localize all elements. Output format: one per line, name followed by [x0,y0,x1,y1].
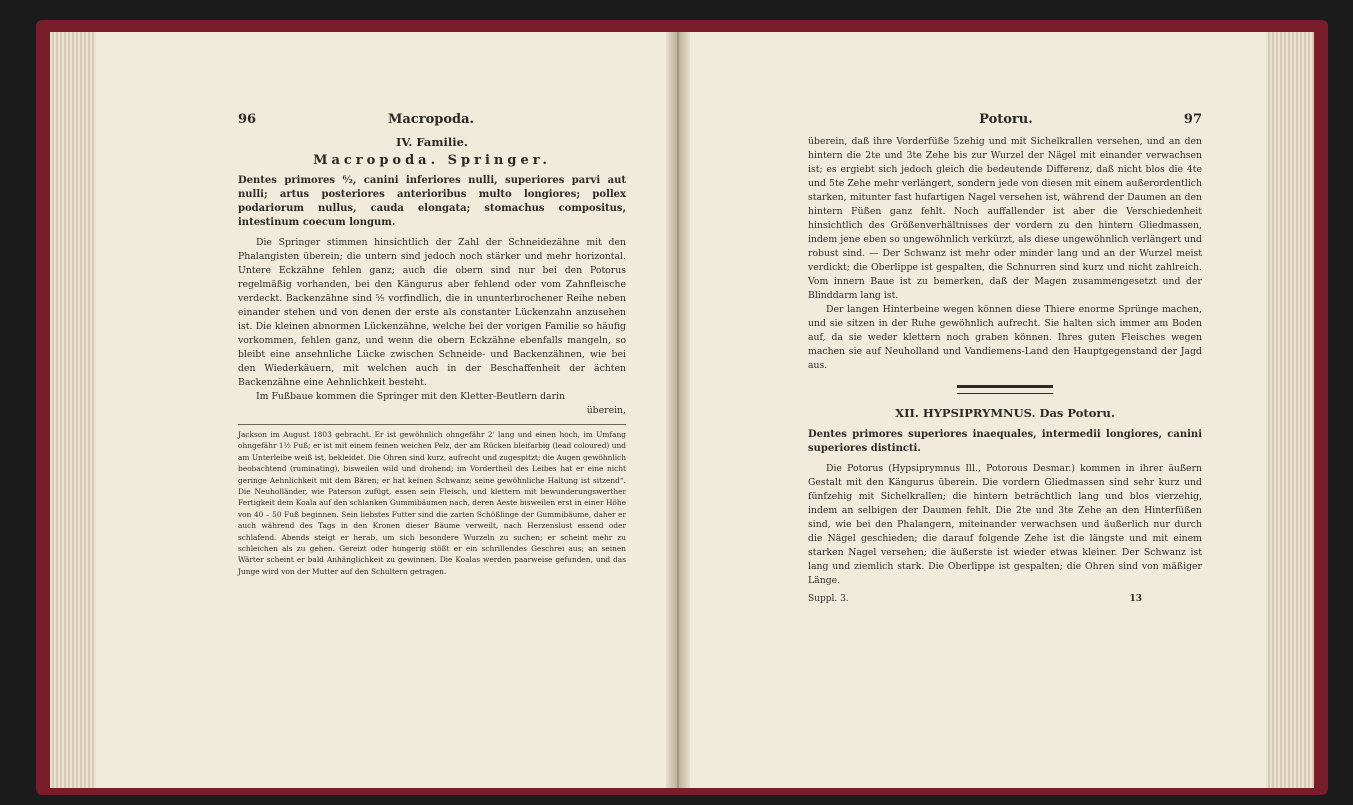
taxon-heading: Macropoda. Springer. [313,153,551,168]
right-paragraph-3: Die Potorus (Hypsiprymnus Ill., Potorous Desmar.) kommen in ihrer äußern Gestalt mit den Kängurus überein. Die vordern Gliedmassen sind sehr kurz und fünfzehig mit Sichelkrallen; die hintern beträchtlich lang und blos vierzehig, indem an selbigen der Daumen fehlt. Die 2te und 3te Zehe an den Hinterfüßen sind, wie bei den Phalangern, miteinander verwachsen und äußerlich nur durch die Nägel geschieden; die darauf folgende Zehe ist die längste und mit einem starken Nagel versehen; die äußerste ist wieder etwas kleiner. Der Schwanz ist lang und ziemlich stark. Die Oberlippe ist gespalten; die Ohren sind von mäßiger Länge. [808,463,1202,586]
supplement-mark: Suppl. 3. [808,594,849,604]
signature-mark: 13 [1129,594,1142,604]
left-footnote: Jackson im August 1803 gebracht. Er ist gewöhnlich ohngefähr 2' lang und einen hoch, im Umfang ohngefähr 1½ Fuß; er ist mit einem feinen weichen Pelz, der am Rücken bleifarbig (lead coloured) und am Unterleibe weiß ist, bekleidet. Die Ohren sind kurz, aufrecht und zugespitzt; die Augen gewöhnlich beobachtend (ruminating), bisweilen wild und drohend; im Vordertheil des Leibes hat er eine nicht geringe Aehnlichkeit mit dem Bären; er hat keinen Schwanz; seine gewöhnliche Haltung ist sitzend“. Die Neuholländer, wie Paterson zufügt, essen sein Fleisch, und klettern mit bewunderungswerther Fertigkeit dem Koala auf den schlanken Gummibäumen nach, deren Aeste bisweilen erst in einer Höhe von 40 – 50 Fuß beginnen. Sein liebstes Futter sind die zarten Schößlinge der Gummibäume, daher er auch während des Tags in den Kronen dieser Bäume verweilt, nach Herzenslust essend oder schlafend. Abends steigt er herab, um sich besondere Wurzeln zu suchen; er scheint mehr zu schleichen als zu gehen. Gereizt oder hungerig stößt er ein schrillendes Geschrei aus; an seinen Wärter scheint er bald Anhänglichkeit zu gewinnen. Die Koalas werden paarweise gefunden, und das Junge wird von der Mutter auf den Schultern getragen. [238,424,626,577]
right-page-edges [1266,32,1314,788]
right-running-head [808,112,1202,127]
left-paragraph-1: Die Springer stimmen hinsichtlich der Zahl der Schneidezähne mit den Phalangisten überein; die untern sind jedoch noch stärker und mehr horizontal. Untere Eckzähne fehlen ganz; auch die obern sind nur bei den Potorus regelmäßig vorhanden, bei den Kängurus aber fehlend oder vom Zahnfleische verdeckt. Backenzähne sind ⁵⁄₅ vorfindlich, die in ununterbrochener Reihe neben einander stehen und von denen der erste als constanter Lückenzahn anzusehen ist. Die kleinen abnormen Lückenzähne, welche bei der vorigen Familie so häufig vorkommen, fehlen ganz, und wenn die obern Eckzähne ebenfalls mangeln, so bleibt eine ansehnliche Lücke zwischen Schneide- und Backenzähnen, wie bei den Wiederkäuern, mit welchen auch in der Beschaffenheit der ächten Backenzähne eine Aehnlichkeit besteht. [238,237,626,388]
book-scan [36,20,1328,795]
left-catchword: überein, [586,405,626,416]
section-divider [957,385,1053,394]
latin-diagnosis-hypsiprymnus: Dentes primores superiores inaequales, intermedii longiores, canini superiores distincti. [808,429,1202,454]
right-page-number: 97 [1183,112,1202,127]
right-paragraph-1: überein, daß ihre Vorderfüße 5zehig und mit Sichelkrallen versehen, und an den hintern die 2te und 3te Zehe bis zur Wurzel der Nägel mit einander verwachsen ist; es ergiebt sich jedoch gleich die bedeutende Differenz, daß nicht blos die 4te und 5te Zehe mehr verlängert, sondern jede von diesen mit einem außerordentlich starken, mitunter fast hufartigen Nagel versehen ist, während der Daumen an den hintern Füßen ganz fehlt. Noch auffallender ist aber die Verschiedenheit hinsichtlich des Größenverhältnisses der vordern zu den hintern Gliedmassen, indem jene eben so ungewöhnlich verkürzt, als diese ungewöhnlich verlängert und robust sind. — Der Schwanz ist mehr oder minder lang und an der Wurzel meist verdickt; die Oberlippe ist gespalten, die Schnurren sind kurz und nicht zahlreich. Vom innern Baue ist zu bemerken, daß der Magen zusammengesetzt und der Blinddarm lang ist. [808,136,1202,301]
right-paragraph-2: Der langen Hinterbeine wegen können diese Thiere enorme Sprünge machen, und sie sitzen in der Ruhe gewöhnlich aufrecht. Sie halten sich immer am Boden auf, da sie weder klettern noch graben können. Ihres guten Fleisches wegen machen sie auf Neuholland und Vandiemens-Land den Hauptgegenstand der Jagd aus. [808,304,1202,371]
left-page-number: 96 [238,112,257,127]
left-running-head [238,112,626,127]
right-running-title: Potoru. [979,112,1033,127]
book-gutter [666,32,690,788]
left-page [50,32,670,788]
section-heading-hypsiprymnus: XII. HYPSIPRYMNUS. Das Potoru. [895,406,1115,420]
left-paragraph-2: Im Fußbaue kommen die Springer mit den Kletter-Beutlern darin [256,391,565,402]
left-running-title: Macropoda. [388,112,475,127]
latin-diagnosis-macropoda: Dentes primores ⁶⁄₂, canini inferiores nulli, superiores parvi aut nulli; artus posteriores anterioribus multo longiores; pollex podariorum nullus, cauda elongata; stomachus compositus, intestinum coecum longum. [238,175,626,228]
right-page-footer [808,594,1202,604]
left-page-edges [50,32,96,788]
right-page [684,32,1314,788]
family-heading: IV. Familie. [396,135,468,149]
